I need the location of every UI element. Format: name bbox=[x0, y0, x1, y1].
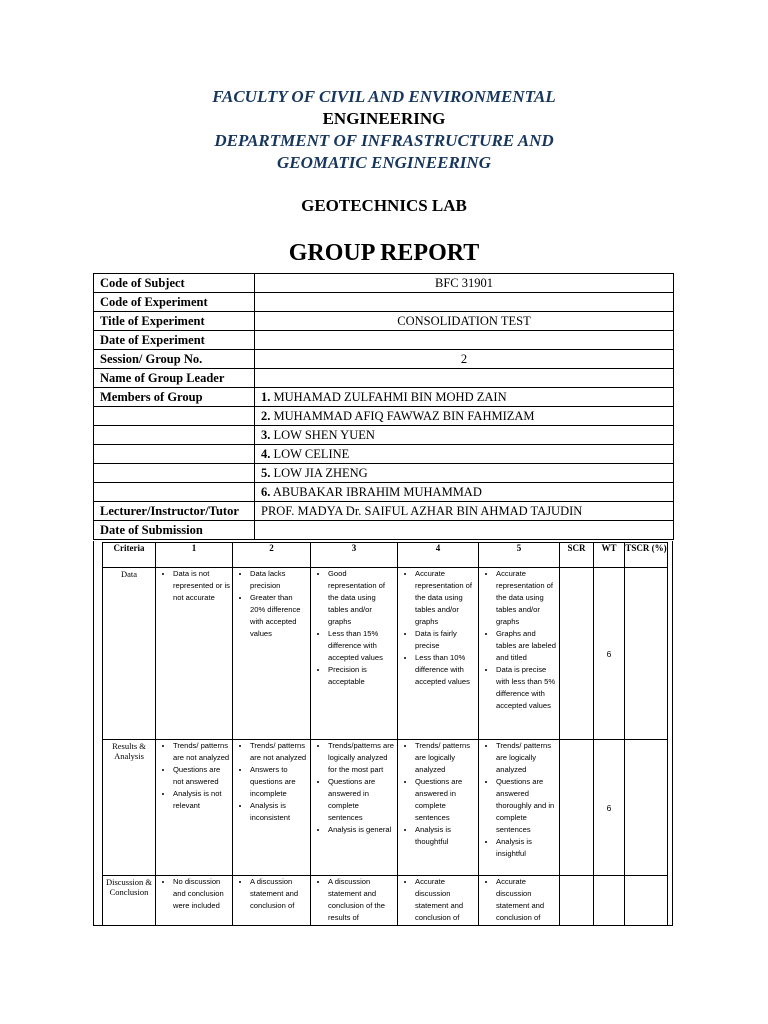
rubric-bullet: • Good representation of the data using tables and/or graphs bbox=[328, 568, 395, 628]
info-label-empty bbox=[94, 407, 255, 426]
group-member bbox=[255, 483, 674, 502]
info-row-member bbox=[94, 426, 674, 445]
member-name: LOW CELINE bbox=[273, 447, 350, 461]
rubric-bullet: • Data is not represented or is not accurate bbox=[173, 568, 230, 604]
rubric-bullet-list bbox=[311, 876, 397, 924]
rubric-bullet: • Analysis is general bbox=[328, 824, 395, 836]
rubric-level-cell bbox=[311, 740, 398, 876]
rubric-bullet-list bbox=[233, 876, 310, 912]
rubric-header-cell: 3 bbox=[311, 543, 398, 568]
rubric-bullet: • Precision is acceptable bbox=[328, 664, 395, 688]
rubric-bullet: • A discussion statement and conclusion of bbox=[250, 876, 308, 912]
info-value-session-group: 2 bbox=[255, 350, 674, 369]
rubric-level-cell bbox=[398, 568, 479, 740]
info-label: Code of Experiment bbox=[94, 293, 255, 312]
rubric-bullet: • Analysis is not relevant bbox=[173, 788, 230, 812]
rubric-bullet: • Accurate discussion statement and conclusion of bbox=[496, 876, 557, 924]
rubric-level-cell bbox=[311, 876, 398, 927]
rubric-level-cell bbox=[156, 876, 233, 927]
rubric-level-cell bbox=[156, 740, 233, 876]
rubric-bullet: • Less than 15% difference with accepted values bbox=[328, 628, 395, 664]
info-value-title-of-experiment: CONSOLIDATION TEST bbox=[255, 312, 674, 331]
rubric-bullet-list bbox=[479, 568, 559, 712]
group-member bbox=[255, 426, 674, 445]
info-row-lecturer bbox=[94, 502, 674, 521]
member-number: 6. bbox=[261, 485, 271, 499]
rubric-bullet: • Questions are answered in complete sentences bbox=[328, 776, 395, 824]
rubric-header-cell: 1 bbox=[156, 543, 233, 568]
member-name: MUHAMMAD AFIQ FAWWAZ BIN FAHMIZAM bbox=[273, 409, 535, 423]
rubric-header-cell: WT bbox=[594, 543, 625, 568]
group-member bbox=[255, 464, 674, 483]
rubric-level-cell bbox=[479, 876, 560, 927]
info-row-code-of-subject bbox=[94, 274, 674, 293]
member-number: 5. bbox=[261, 466, 271, 480]
rubric-bullet: • Trends/patterns are logically analyzed for the most part bbox=[328, 740, 395, 776]
rubric-level-cell bbox=[311, 568, 398, 740]
rubric-bullet: • Analysis is thoughtful bbox=[415, 824, 476, 848]
rubric-header-cell: SCR bbox=[560, 543, 594, 568]
rubric-level-cell bbox=[156, 568, 233, 740]
info-value-code-of-subject: BFC 31901 bbox=[255, 274, 674, 293]
info-label: Title of Experiment bbox=[94, 312, 255, 331]
info-label: Date of Experiment bbox=[94, 331, 255, 350]
rubric-bullet: • Questions are not answered bbox=[173, 764, 230, 788]
info-row-title-of-experiment bbox=[94, 312, 674, 331]
rubric-bullet: • Questions are answered thoroughly and in complete sentences bbox=[496, 776, 557, 836]
info-row-member bbox=[94, 407, 674, 426]
report-info-table bbox=[93, 273, 674, 540]
rubric-level-cell bbox=[233, 876, 311, 927]
rubric-bullet: • Trends/ patterns are logically analyzed bbox=[496, 740, 557, 776]
rubric-level-cell bbox=[398, 876, 479, 927]
rubric-bullet: • Questions are answered in complete sentences bbox=[415, 776, 476, 824]
rubric-bullet-list bbox=[311, 568, 397, 688]
rubric-row bbox=[103, 568, 668, 740]
info-row-member bbox=[94, 483, 674, 502]
rubric-total-score-cell bbox=[625, 876, 668, 927]
rubric-bullet-list bbox=[311, 740, 397, 836]
rubric-score-cell bbox=[560, 740, 594, 876]
rubric-criteria: Data bbox=[103, 568, 156, 740]
rubric-weight-cell: 6 bbox=[594, 568, 625, 740]
lab-title: GEOTECHNICS LAB bbox=[301, 196, 467, 215]
member-number: 3. bbox=[261, 428, 271, 442]
info-label: Name of Group Leader bbox=[94, 369, 255, 388]
rubric-total-score-cell bbox=[625, 740, 668, 876]
rubric-level-cell bbox=[233, 568, 311, 740]
rubric-header-cell: 5 bbox=[479, 543, 560, 568]
rubric-header-cell: TSCR (%) bbox=[625, 543, 668, 568]
info-row-member bbox=[94, 464, 674, 483]
info-label: Lecturer/Instructor/Tutor bbox=[94, 502, 255, 521]
rubric-bullet: • Data is precise with less than 5% difference with accepted values bbox=[496, 664, 557, 712]
rubric-bullet: • Answers to questions are incomplete bbox=[250, 764, 308, 800]
member-name: MUHAMAD ZULFAHMI BIN MOHD ZAIN bbox=[273, 390, 507, 404]
rubric-level-cell bbox=[398, 740, 479, 876]
info-label: Date of Submission bbox=[94, 521, 255, 540]
rubric-total-score-cell bbox=[625, 568, 668, 740]
info-value-group-leader bbox=[255, 369, 674, 388]
report-title: GROUP REPORT bbox=[288, 240, 480, 266]
rubric-weight-cell: 6 bbox=[594, 740, 625, 876]
rubric-bullet: • Trends/ patterns are not analyzed bbox=[250, 740, 308, 764]
rubric-weight-cell bbox=[594, 876, 625, 927]
rubric-bullet: • Analysis is inconsistent bbox=[250, 800, 308, 824]
member-number: 1. bbox=[261, 390, 271, 404]
group-member bbox=[255, 445, 674, 464]
rubric-header-cell: Criteria bbox=[103, 543, 156, 568]
info-label-empty bbox=[94, 426, 255, 445]
info-row-date-of-experiment bbox=[94, 331, 674, 350]
rubric-level-cell bbox=[479, 740, 560, 876]
info-row-member bbox=[94, 445, 674, 464]
faculty-name-line2: ENGINEERING bbox=[322, 109, 446, 128]
rubric-bullet-list bbox=[156, 568, 232, 604]
rubric-bullet: • Accurate representation of the data using tables and/or graphs bbox=[415, 568, 476, 628]
rubric-criteria: Discussion & Conclusion bbox=[103, 876, 156, 927]
rubric-header-row bbox=[103, 543, 668, 568]
rubric-bullet: • Trends/ patterns are not analyzed bbox=[173, 740, 230, 764]
info-row-code-of-experiment bbox=[94, 293, 674, 312]
department-name-line2: GEOMATIC ENGINEERING bbox=[277, 153, 491, 172]
rubric-header-cell: 2 bbox=[233, 543, 311, 568]
rubric-bullet: • Trends/ patterns are logically analyzed bbox=[415, 740, 476, 776]
info-value-date-of-experiment bbox=[255, 331, 674, 350]
info-label-empty bbox=[94, 464, 255, 483]
rubric-level-cell bbox=[479, 568, 560, 740]
member-number: 4. bbox=[261, 447, 271, 461]
group-member bbox=[255, 407, 674, 426]
rubric-bullet-list bbox=[233, 568, 310, 640]
info-label: Session/ Group No. bbox=[94, 350, 255, 369]
member-name: LOW JIA ZHENG bbox=[273, 466, 368, 480]
info-row-submission bbox=[94, 521, 674, 540]
rubric-bullet-list bbox=[398, 568, 478, 688]
rubric-bullet-list bbox=[398, 876, 478, 924]
rubric-bullet: • A discussion statement and conclusion of the results of bbox=[328, 876, 395, 924]
member-name: LOW SHEN YUEN bbox=[273, 428, 375, 442]
rubric-table bbox=[102, 542, 668, 926]
group-member bbox=[255, 388, 674, 407]
rubric-header-cell: 4 bbox=[398, 543, 479, 568]
faculty-name-line1: FACULTY OF CIVIL AND ENVIRONMENTAL bbox=[212, 87, 556, 106]
rubric-bullet-list bbox=[479, 740, 559, 860]
info-label-empty bbox=[94, 483, 255, 502]
rubric-bullet-list bbox=[156, 876, 232, 912]
rubric-score-cell bbox=[560, 568, 594, 740]
info-label: Code of Subject bbox=[94, 274, 255, 293]
rubric-bullet: • No discussion and conclusion were included bbox=[173, 876, 230, 912]
info-row-group-leader bbox=[94, 369, 674, 388]
rubric-criteria: Results & Analysis bbox=[103, 740, 156, 876]
rubric-bullet: • Accurate discussion statement and conclusion of bbox=[415, 876, 476, 924]
info-row-member bbox=[94, 388, 674, 407]
rubric-bullet: • Less than 10% difference with accepted values bbox=[415, 652, 476, 688]
info-label-empty bbox=[94, 445, 255, 464]
department-name-line1: DEPARTMENT OF INFRASTRUCTURE AND bbox=[214, 131, 554, 150]
rubric-bullet: • Graphs and tables are labeled and titled bbox=[496, 628, 557, 664]
rubric-bullet: • Analysis is insightful bbox=[496, 836, 557, 860]
info-value-submission bbox=[255, 521, 674, 540]
rubric-bullet: • Data lacks precision bbox=[250, 568, 308, 592]
rubric-bullet-list bbox=[156, 740, 232, 812]
rubric-bullet-list bbox=[233, 740, 310, 824]
member-number: 2. bbox=[261, 409, 271, 423]
rubric-container bbox=[93, 541, 673, 926]
rubric-bullet: • Accurate representation of the data using tables and/or graphs bbox=[496, 568, 557, 628]
info-row-session-group bbox=[94, 350, 674, 369]
rubric-bullet: • Data is fairly precise bbox=[415, 628, 476, 652]
rubric-row bbox=[103, 876, 668, 927]
info-value-lecturer: PROF. MADYA Dr. SAIFUL AZHAR BIN AHMAD TAJUDIN bbox=[255, 502, 674, 521]
rubric-bullet-list bbox=[479, 876, 559, 924]
rubric-score-cell bbox=[560, 876, 594, 927]
rubric-bullet-list bbox=[398, 740, 478, 848]
rubric-level-cell bbox=[233, 740, 311, 876]
member-name: ABUBAKAR IBRAHIM MUHAMMAD bbox=[272, 485, 482, 499]
rubric-bullet: • Greater than 20% difference with accepted values bbox=[250, 592, 308, 640]
info-label: Members of Group bbox=[94, 388, 255, 407]
rubric-row bbox=[103, 740, 668, 876]
info-value-code-of-experiment bbox=[255, 293, 674, 312]
